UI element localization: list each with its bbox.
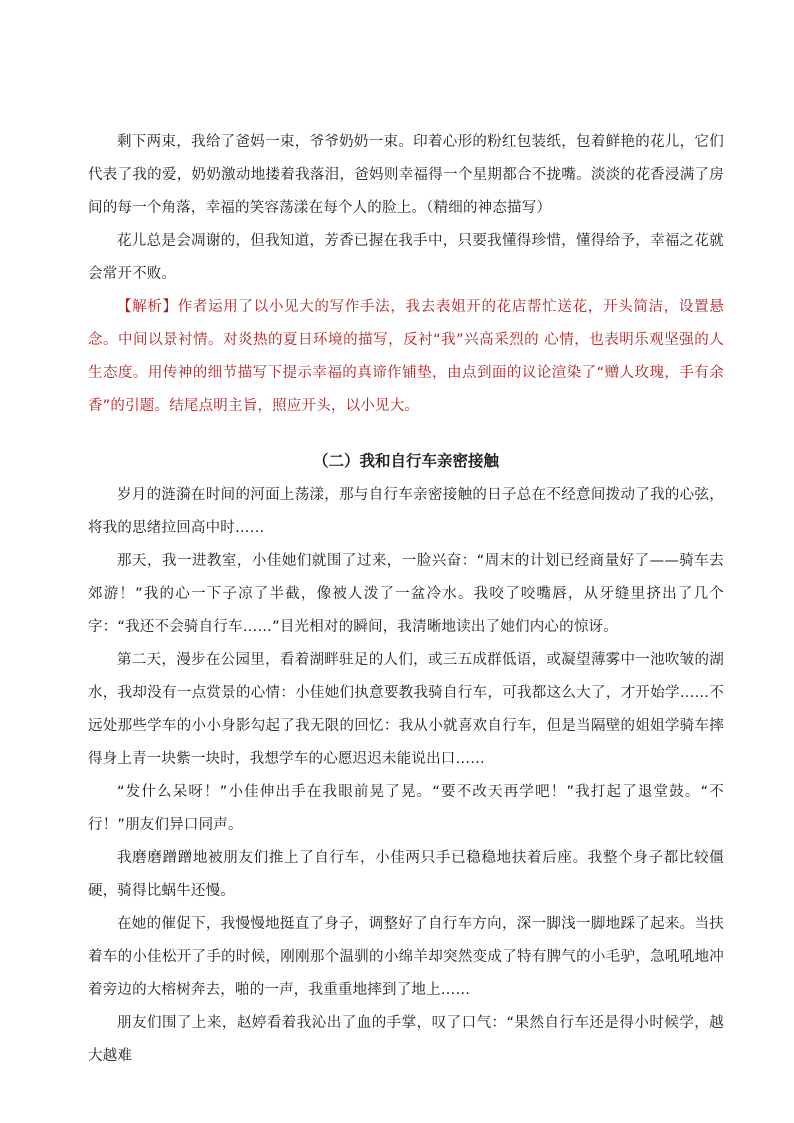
paragraph: 花儿总是会凋谢的，但我知道，芳香已握在我手中，只要我懂得珍惜，懂得给予，幸福之花就会常开不败。 (88, 233, 724, 282)
paragraph: 朋友们围了上来，赵婷看着我沁出了血的手掌，叹了口气：“果然自行车还是得小时候学，越大越难 (88, 1015, 724, 1064)
analysis-paragraph (88, 291, 724, 423)
paragraph: 第二天，漫步在公园里，看着湖畔驻足的人们，或三五成群低语，或凝望薄雾中一池吹皱的湖水，我却没有一点赏景的心情：小佳她们执意要教我骑自行车，可我都这么大了，才开始学……不远处那些学车的小小身影勾起了我无限的回忆：我从小就喜欢自行车，但是当隔壁的姐姐学骑车摔得身上青一块紫一块时，我想学车的心愿迟迟未能说出口…… (88, 652, 724, 767)
analysis-text: 作者运用了以小见大的写作手法，我去表姐开的花店帮忙送花，开头简洁，设置悬念。中间以景衬情。对炎热的夏日环境的描写，反衬“我”兴高采烈的 心情，也表明乐观坚强的人生态度。用传神的细节描写下提示幸福的真谛作铺垫，由点到面的议论渲染了“赠人玫瑰，手有余香”的引题。结尾点明主旨，照应开头，以小见大。 (88, 299, 724, 414)
paragraph: 那天，我一进教室，小佳她们就围了过来，一脸兴奋：“周末的计划已经商量好了——骑车去郊游！”我的心一下子凉了半截，像被人泼了一盆冷水。我咬了咬嘴唇，从牙缝里挤出了几个字：“我还不会骑自行车……”目光相对的瞬间，我清晰地读出了她们内心的惊讶。 (88, 553, 724, 635)
part2-body (88, 479, 724, 1073)
section-title: （二）我和自行车亲密接触 (312, 452, 499, 470)
paragraph: 剩下两束，我给了爸妈一束，爷爷奶奶一束。印着心形的粉红包装纸，包着鲜艳的花儿，它们代表了我的爱，奶奶激动地搂着我落泪，爸妈则幸福得一个星期都合不拢嘴。淡淡的花香浸满了房间的每一个角落，幸福的笑容荡漾在每个人的脸上。（精细的神态描写） (88, 134, 724, 216)
paragraph: “发什么呆呀！”小佳伸出手在我眼前晃了晃。“要不改天再学吧！”我打起了退堂鼓。“不行！”朋友们异口同声。 (88, 784, 724, 833)
paragraph: 在她的催促下，我慢慢地挺直了身子，调整好了自行车方向，深一脚浅一脚地踩了起来。当扶着车的小佳松开了手的时候，刚刚那个温驯的小绵羊却突然变成了特有脾气的小毛驴，急吼吼地冲着旁边的大榕树奔去，啪的一声，我重重地摔到了地上…… (88, 916, 724, 998)
paragraph: 岁月的涟漪在时间的河面上荡漾，那与自行车亲密接触的日子总在不经意间拨动了我的心弦，将我的思绪拉回高中时…… (88, 487, 724, 536)
paragraph: 我磨磨蹭蹭地被朋友们推上了自行车，小佳两只手已稳稳地扶着后座。我整个身子都比较僵硬，骑得比蜗牛还慢。 (88, 850, 724, 899)
part1-body (88, 126, 724, 423)
analysis-tag: 【解析】 (117, 299, 178, 315)
